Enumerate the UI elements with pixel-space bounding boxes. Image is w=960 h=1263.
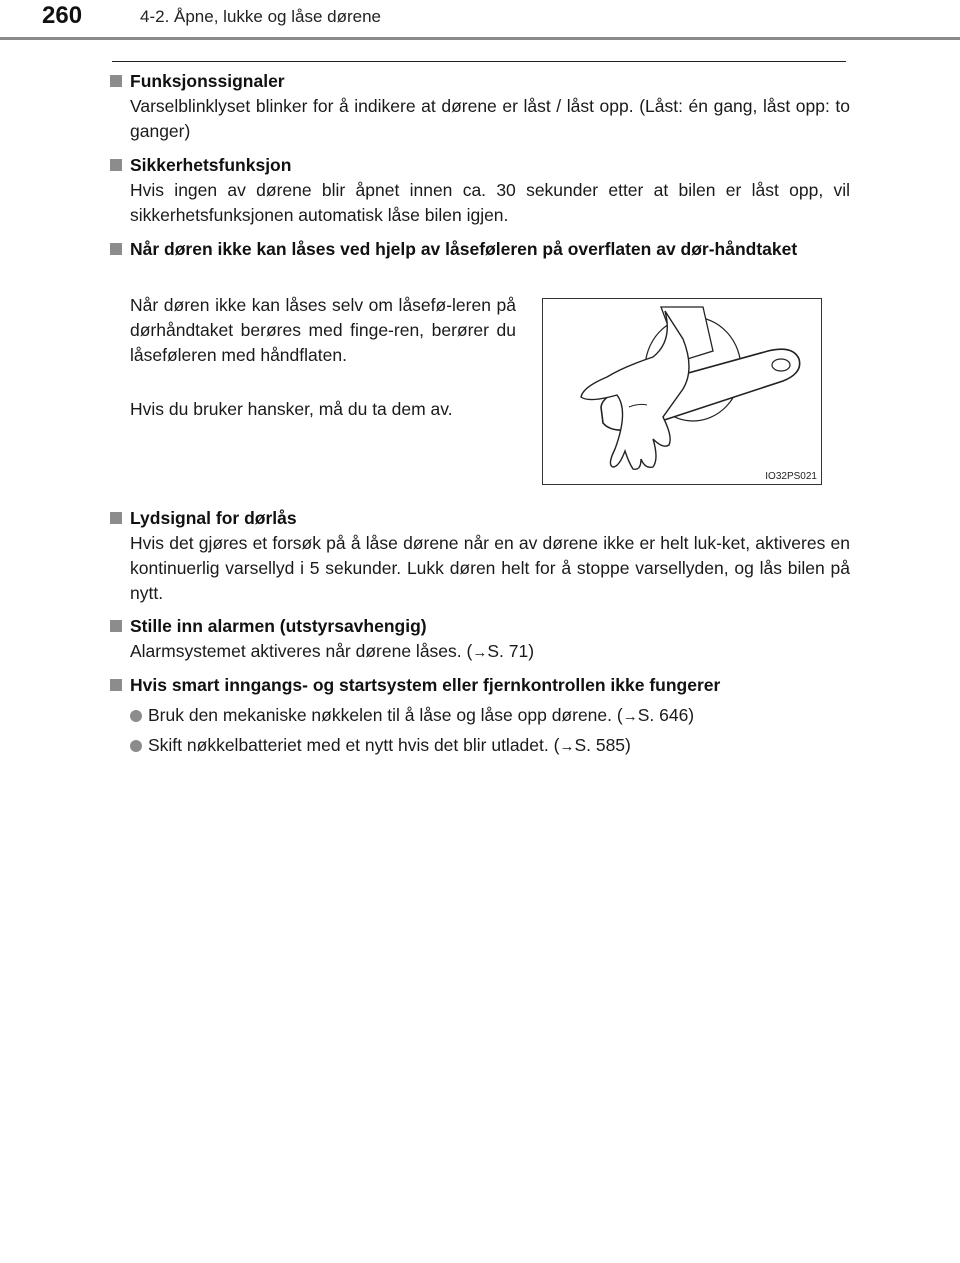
square-bullet-icon [110, 75, 122, 87]
arrow-right-icon: → [559, 738, 575, 755]
heading-text: Sikkerhetsfunksjon [130, 155, 292, 175]
list-item [130, 703, 850, 729]
section-lydsignal [110, 505, 850, 606]
section-sikkerhetsfunksjon [110, 152, 850, 228]
door-handle-figure [542, 298, 822, 485]
section-funksjonssignaler [110, 68, 850, 144]
page-reference[interactable]: S. 646) [637, 705, 695, 725]
square-bullet-icon [110, 159, 122, 171]
arrow-right-icon: → [622, 708, 638, 725]
section-heading [110, 613, 850, 639]
header-rule [0, 37, 960, 40]
section-naar-doren [110, 236, 850, 262]
section-heading [110, 152, 850, 178]
body-prefix: Alarmsystemet aktiveres når dørene låses. ( [130, 641, 473, 661]
circle-bullet-icon [130, 710, 142, 722]
section-heading [110, 505, 850, 531]
section-smart-system [110, 672, 850, 698]
heading-text: Hvis smart inngangs- og startsystem eller fjernkontrollen ikke fungerer [130, 675, 721, 695]
bullet-text: Skift nøkkelbatteriet med et nytt hvis det blir utladet. ( [148, 735, 560, 755]
page-reference[interactable]: S. 71) [487, 641, 535, 661]
heading-text: Stille inn alarmen (utstyrsavhengig) [130, 616, 427, 636]
page-header [0, 0, 960, 40]
square-bullet-icon [110, 679, 122, 691]
square-bullet-icon [110, 512, 122, 524]
section-body: Når døren ikke kan låses selv om låsefø-leren på dørhåndtaket berøres med finge-ren, berører du låseføleren med håndflaten. [130, 295, 516, 365]
section-heading [110, 236, 850, 262]
heading-text: Funksjonssignaler [130, 71, 285, 91]
page-number: 260 [42, 2, 83, 29]
chapter-title: 4-2. Åpne, lukke og låse dørene [140, 7, 381, 26]
section-heading [110, 68, 850, 94]
circle-bullet-icon [130, 740, 142, 752]
arrow-right-icon: → [472, 644, 488, 661]
bullet-text: Bruk den mekaniske nøkkelen til å låse og låse opp dørene. ( [148, 705, 623, 725]
section-body: Hvis ingen av dørene blir åpnet innen ca. 30 sekunder etter at bilen er låst opp, vil sikkerhetsfunksjonen automatisk låse bilen igjen. [130, 180, 850, 225]
figure-code: IO32PS021 [762, 470, 820, 483]
page-reference[interactable]: S. 585) [574, 735, 631, 755]
heading-text: Lydsignal for dørlås [130, 508, 297, 528]
list-item [130, 733, 850, 759]
heading-text: Når døren ikke kan låses ved hjelp av låseføleren på overflaten av dør-håndtaket [130, 239, 798, 259]
section-heading [110, 672, 850, 698]
section-alarm [110, 613, 850, 665]
section-body [110, 639, 850, 665]
square-bullet-icon [110, 243, 122, 255]
section-body: Hvis du bruker hansker, må du ta dem av. [130, 399, 453, 419]
hand-on-door-handle-illustration-icon [543, 299, 821, 484]
section-body: Hvis det gjøres et forsøk på å låse dørene når en av dørene ikke er helt luk-ket, aktiveres en kontinuerlig varsellyd i 5 sekunder. Lukk døren helt for å stoppe varsellyden, og lås bilen på nytt. [130, 533, 850, 603]
section-body: Varselblinklyset blinker for å indikere at dørene er låst / låst opp. (Låst: én gang, låst opp: to ganger) [130, 96, 850, 141]
square-bullet-icon [110, 620, 122, 632]
content-divider [112, 61, 846, 62]
